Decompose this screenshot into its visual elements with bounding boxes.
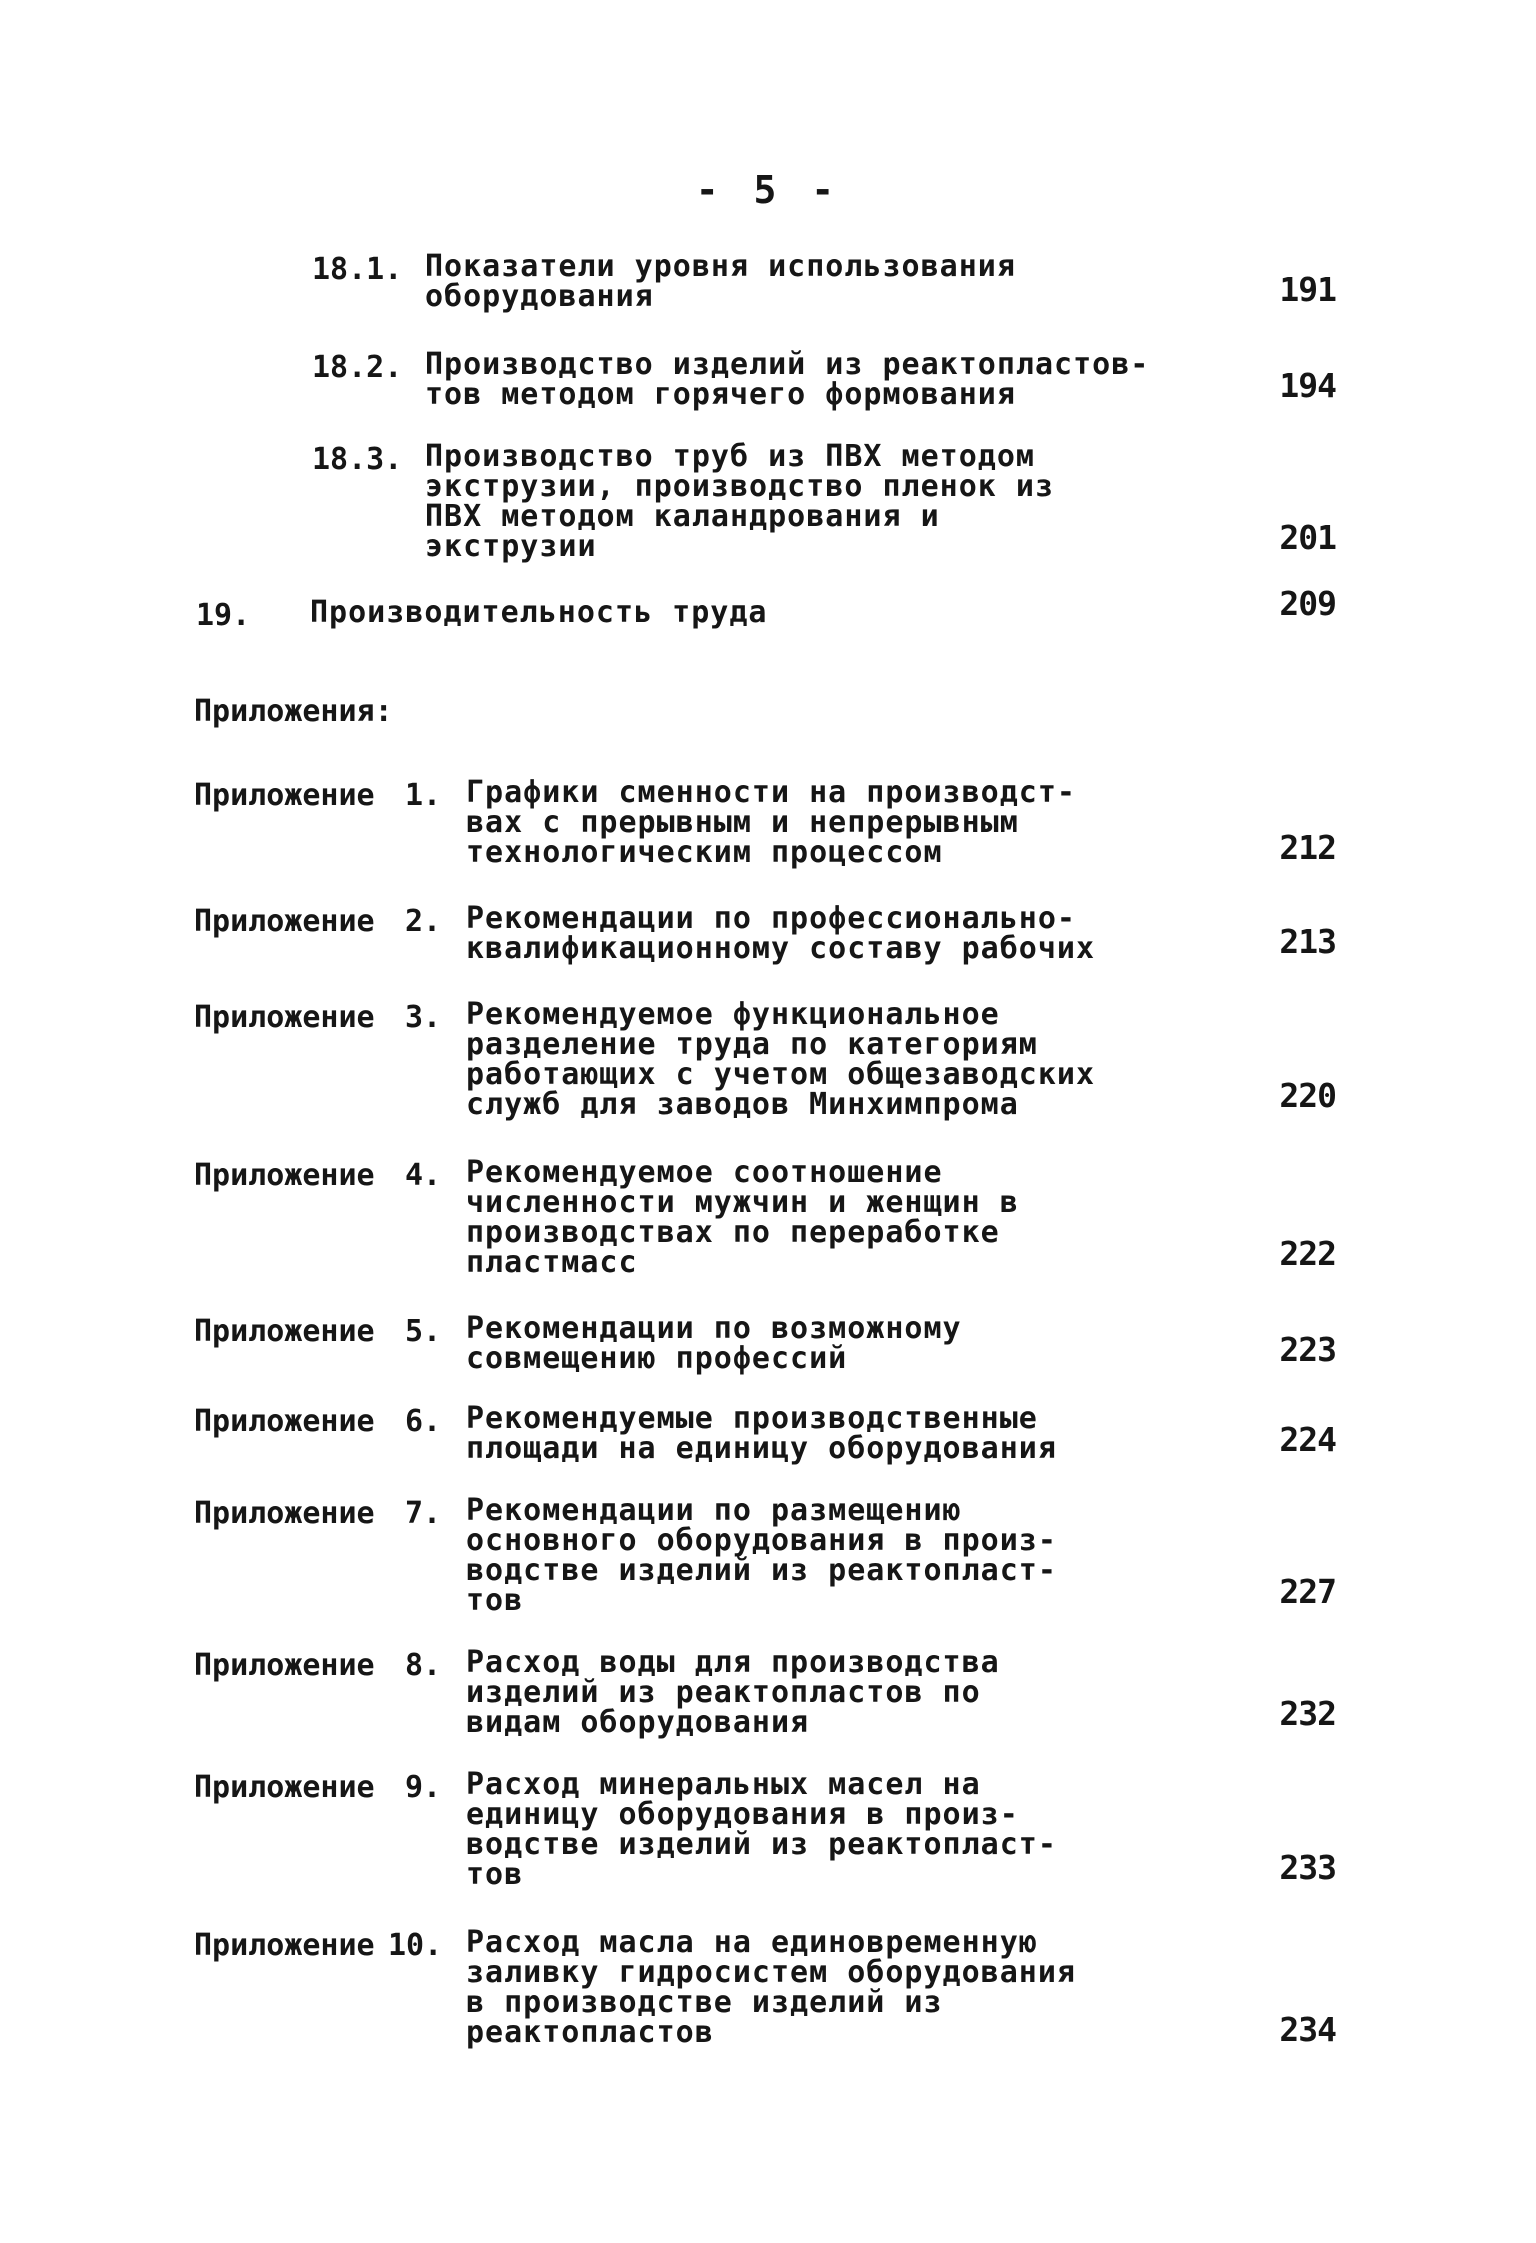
appendix-title: Расход масла на единовременную заливку гидросистем оборудования в производстве изделий из реактопластов [466, 1925, 1076, 2050]
appendix-number: 5. [405, 1314, 442, 1349]
appendix-label: Приложение [194, 1404, 375, 1439]
appendix-label: Приложение [194, 778, 375, 813]
appendix-label: Приложение [194, 1648, 375, 1683]
section-title: Производство труб из ПВХ методом экструзии, производство пленок из ПВХ методом каландрования и экструзии [425, 439, 1055, 564]
page-ref: 234 [1279, 2010, 1336, 2049]
appendix-number: 8. [405, 1648, 442, 1683]
appendix-label: Приложение [194, 1158, 375, 1193]
page-ref: 191 [1279, 270, 1336, 309]
page-ref: 222 [1279, 1234, 1336, 1273]
appendix-title: Расход минеральных масел на единицу оборудования в произ- водстве изделий из реактопласт- тов [466, 1767, 1057, 1892]
section-number: 19. [196, 598, 251, 633]
appendix-number: 9. [405, 1770, 442, 1805]
appendix-title: Рекомендуемое функциональное разделение труда по категориям работающих с учетом общезаводских служб для заводов Минхимпрома [466, 997, 1096, 1122]
section-number: 18.3. [312, 442, 403, 477]
appendix-label: Приложение [194, 1314, 375, 1349]
section-number: 18.1. [312, 252, 403, 287]
section-title: Показатели уровня использования оборудования [425, 249, 1016, 314]
page-ref: 233 [1279, 1848, 1336, 1887]
section-number: 18.2. [312, 350, 403, 385]
page-ref: 224 [1279, 1420, 1336, 1459]
appendix-label: Приложение [194, 1770, 375, 1805]
page-number: - 5 - [695, 168, 841, 212]
appendix-title: Рекомендации по профессионально- квалификационному составу рабочих [466, 901, 1096, 966]
page-ref: 227 [1279, 1572, 1336, 1611]
appendix-title: Рекомендации по размещению основного оборудования в произ- водстве изделий из реактопласт- тов [466, 1493, 1057, 1618]
appendix-label: Приложение [194, 1000, 375, 1035]
appendix-title: Рекомендации по возможному совмещению профессий [466, 1311, 962, 1376]
page-ref: 209 [1279, 584, 1336, 623]
appendix-number: 4. [405, 1158, 442, 1193]
appendix-title: Графики сменности на производст- вах с прерывным и непрерывным технологическим процессом [466, 775, 1076, 870]
page-ref: 213 [1279, 922, 1336, 961]
page-ref: 194 [1279, 366, 1336, 405]
appendix-label: Приложение [194, 1496, 375, 1531]
appendix-label: Приложение [194, 1928, 375, 1963]
appendix-title: Рекомендуемые производственные площади на единицу оборудования [466, 1401, 1057, 1466]
appendix-number: 7. [405, 1496, 442, 1531]
appendix-number: 1. [405, 778, 442, 813]
appendices-heading: Приложения: [194, 694, 393, 729]
section-title: Производительность труда [310, 595, 768, 630]
appendix-number: 10. [388, 1928, 443, 1963]
appendix-number: 6. [405, 1404, 442, 1439]
appendix-number: 2. [405, 904, 442, 939]
page-ref: 232 [1279, 1694, 1336, 1733]
page-ref: 220 [1279, 1076, 1336, 1115]
section-title: Производство изделий из реактопластов- тов методом горячего формования [425, 347, 1150, 412]
appendix-number: 3. [405, 1000, 442, 1035]
appendix-title: Расход воды для производства изделий из реактопластов по видам оборудования [466, 1645, 1000, 1740]
page-ref: 212 [1279, 828, 1336, 867]
appendix-title: Рекомендуемое соотношение численности мужчин и женщин в производствах по переработке пластмасс [466, 1155, 1019, 1280]
page-ref: 201 [1279, 518, 1336, 557]
page-ref: 223 [1279, 1330, 1336, 1369]
appendix-label: Приложение [194, 904, 375, 939]
